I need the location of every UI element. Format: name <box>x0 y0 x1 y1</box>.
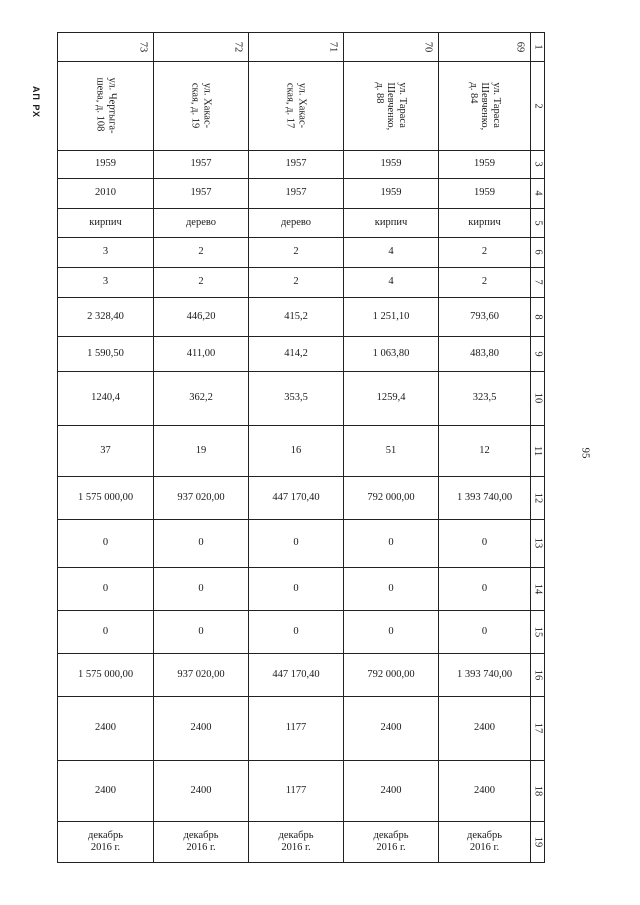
table-cell <box>439 179 531 209</box>
table-cell <box>249 298 344 337</box>
record-number: 73 <box>136 41 148 53</box>
cell-value: кирпич <box>89 216 122 228</box>
cell-value: 0 <box>198 582 204 594</box>
table-cell <box>154 209 249 238</box>
table-row <box>58 298 545 337</box>
column-number-cell <box>531 611 545 654</box>
table-cell <box>154 33 249 62</box>
table-cell <box>154 654 249 697</box>
cell-value: декабрь 2016 г. <box>467 829 502 853</box>
record-number: 71 <box>326 41 338 53</box>
table-cell <box>249 372 344 426</box>
cell-value: 0 <box>102 537 109 549</box>
table-cell <box>344 151 439 179</box>
table-cell <box>439 337 531 372</box>
table-cell <box>249 761 344 822</box>
cell-value: 0 <box>388 582 394 594</box>
cell-value: 1957 <box>285 158 307 170</box>
cell-value: 1957 <box>190 158 212 170</box>
cell-value: 2400 <box>95 722 116 734</box>
cell-value: 2400 <box>190 722 212 734</box>
column-number: 15 <box>532 626 544 638</box>
table-cell <box>58 298 154 337</box>
table-row <box>58 697 545 761</box>
cell-value: 1 393 740,00 <box>456 668 513 680</box>
column-number-cell <box>531 33 545 62</box>
table-cell <box>439 33 531 62</box>
cell-value: 0 <box>293 537 299 549</box>
table-cell <box>344 697 439 761</box>
cell-value: 2 <box>293 276 299 288</box>
cell-value: 1259,4 <box>376 392 406 404</box>
column-number-cell <box>531 238 545 268</box>
table-cell <box>439 822 531 863</box>
table-cell <box>58 697 154 761</box>
cell-value: дерево <box>185 216 217 228</box>
cell-value: 2400 <box>380 722 402 734</box>
cell-value: 447 170,40 <box>272 668 320 680</box>
cell-value: 19 <box>195 444 207 456</box>
archive-side-mark: АП РХ <box>31 85 42 119</box>
column-number: 6 <box>532 249 544 256</box>
table-row <box>58 33 545 62</box>
cell-value: 12 <box>479 444 490 456</box>
table-row <box>58 477 545 520</box>
table-cell <box>439 426 531 477</box>
table-cell <box>249 33 344 62</box>
cell-value: декабрь 2016 г. <box>373 829 409 853</box>
column-number-cell <box>531 822 545 863</box>
cell-value: 2400 <box>190 784 212 796</box>
table-row <box>58 761 545 822</box>
cell-value: 0 <box>293 625 299 637</box>
cell-value: 483,80 <box>470 347 499 359</box>
table-cell <box>249 822 344 863</box>
table-row <box>58 179 545 209</box>
column-number: 8 <box>532 314 544 320</box>
cell-value: декабрь 2016 г. <box>183 829 219 853</box>
column-number-cell <box>531 372 545 426</box>
table-cell <box>154 761 249 822</box>
cell-value: 0 <box>481 582 488 594</box>
table-cell <box>439 62 531 151</box>
housing-register-table <box>57 32 545 863</box>
address-text: ул. Чертыга- шева, д. 108 <box>94 78 118 134</box>
column-number: 10 <box>532 393 544 404</box>
table-row <box>58 209 545 238</box>
table-row <box>58 568 545 611</box>
column-number: 7 <box>532 279 544 286</box>
column-number: 19 <box>532 836 544 848</box>
cell-value: 1177 <box>285 722 307 734</box>
table-cell <box>249 268 344 298</box>
table-cell <box>344 62 439 151</box>
cell-value: декабрь 2016 г. <box>88 829 123 853</box>
table-cell <box>58 179 154 209</box>
table-row <box>58 426 545 477</box>
cell-value: 1 590,50 <box>87 347 124 359</box>
column-number: 9 <box>532 351 544 357</box>
record-number: 69 <box>513 41 525 53</box>
table-cell <box>154 520 249 568</box>
table-cell <box>249 337 344 372</box>
cell-value: 1959 <box>95 158 116 170</box>
cell-value: 792 000,00 <box>367 491 415 503</box>
cell-value: 1959 <box>474 187 495 199</box>
table-cell <box>439 761 531 822</box>
column-number-cell <box>531 426 545 477</box>
table-cell <box>344 238 439 268</box>
cell-value: кирпич <box>374 216 408 228</box>
table-cell <box>344 337 439 372</box>
table-cell <box>249 697 344 761</box>
table-cell <box>154 298 249 337</box>
cell-value: 1 575 000,00 <box>77 491 134 503</box>
column-number: 11 <box>532 445 544 457</box>
cell-value: 3 <box>102 246 109 258</box>
table-cell <box>249 426 344 477</box>
cell-value: 4 <box>388 246 394 258</box>
table-cell <box>154 337 249 372</box>
cell-value: 16 <box>290 444 302 456</box>
cell-value: 2400 <box>95 784 116 796</box>
table-cell <box>344 33 439 62</box>
column-number-cell <box>531 151 545 179</box>
table-cell <box>439 568 531 611</box>
table-cell <box>58 372 154 426</box>
cell-value: 0 <box>102 625 109 637</box>
cell-value: 0 <box>198 625 204 637</box>
table-cell <box>58 337 154 372</box>
column-number: 13 <box>532 538 544 549</box>
column-number: 1 <box>532 44 544 50</box>
table-cell <box>439 372 531 426</box>
table-cell <box>154 822 249 863</box>
cell-value: 2 <box>481 276 488 288</box>
table-cell <box>58 761 154 822</box>
cell-value: 1 393 740,00 <box>456 491 513 503</box>
table-row <box>58 654 545 697</box>
page-number: 95 <box>579 447 592 459</box>
table-cell <box>439 611 531 654</box>
table-row <box>58 238 545 268</box>
record-number: 72 <box>231 41 243 53</box>
column-number-cell <box>531 268 545 298</box>
column-number: 2 <box>532 103 544 109</box>
cell-value: 0 <box>102 582 109 594</box>
table-row <box>58 372 545 426</box>
cell-value: 323,5 <box>472 392 497 404</box>
table-cell <box>154 426 249 477</box>
cell-value: 1959 <box>474 158 495 170</box>
table-cell <box>249 62 344 151</box>
column-number-cell <box>531 520 545 568</box>
table-cell <box>439 238 531 268</box>
cell-value: кирпич <box>468 216 501 228</box>
table-cell <box>344 822 439 863</box>
cell-value: 3 <box>102 276 109 288</box>
cell-value: 0 <box>481 537 488 549</box>
cell-value: 1 251,10 <box>372 310 410 322</box>
table-cell <box>58 426 154 477</box>
table-cell <box>154 477 249 520</box>
cell-value: 414,2 <box>284 347 308 359</box>
table-cell <box>58 822 154 863</box>
table-cell <box>344 477 439 520</box>
column-number: 18 <box>532 785 544 797</box>
table-cell <box>344 179 439 209</box>
table-cell <box>154 372 249 426</box>
cell-value: 0 <box>388 625 394 637</box>
cell-value: 937 020,00 <box>177 491 225 503</box>
cell-value: 1 063,80 <box>372 347 410 359</box>
column-number: 5 <box>532 220 544 226</box>
table-cell <box>249 611 344 654</box>
table-cell <box>58 62 154 151</box>
table-cell <box>439 298 531 337</box>
cell-value: 1177 <box>285 784 307 796</box>
table-cell <box>249 568 344 611</box>
address-text: ул. Хакас- ская, д. 19 <box>190 83 213 129</box>
address-text: ул. Хакас- ская, д. 17 <box>285 83 308 129</box>
table-cell <box>344 268 439 298</box>
column-number-cell <box>531 337 545 372</box>
table-cell <box>58 654 154 697</box>
table-cell <box>154 238 249 268</box>
cell-value: 0 <box>198 537 204 549</box>
cell-value: 2 328,40 <box>87 310 124 322</box>
cell-value: 2400 <box>474 722 495 734</box>
cell-value: 937 020,00 <box>177 668 225 680</box>
column-number-cell <box>531 477 545 520</box>
table-cell <box>344 520 439 568</box>
table-cell <box>154 179 249 209</box>
cell-value: 793,60 <box>470 310 499 322</box>
table-cell <box>154 151 249 179</box>
table-cell <box>344 298 439 337</box>
table-cell <box>439 209 531 238</box>
cell-value: 447 170,40 <box>272 491 320 503</box>
table-cell <box>58 520 154 568</box>
column-number: 12 <box>532 492 544 504</box>
table-cell <box>154 268 249 298</box>
table-cell <box>154 62 249 151</box>
table-row <box>58 611 545 654</box>
column-number: 3 <box>532 161 544 168</box>
table-cell <box>58 268 154 298</box>
column-number-cell <box>531 209 545 238</box>
cell-value: 2 <box>481 246 488 258</box>
cell-value: 1959 <box>380 187 402 199</box>
cell-value: 2400 <box>474 784 495 796</box>
cell-value: 2 <box>293 246 299 258</box>
table-cell <box>249 654 344 697</box>
table-cell <box>58 477 154 520</box>
address-text: ул. Тараса Шевченко, д. 88 <box>374 82 409 130</box>
cell-value: 0 <box>388 537 394 549</box>
table-row <box>58 822 545 863</box>
column-number: 17 <box>532 723 544 734</box>
column-number: 16 <box>532 669 544 681</box>
column-number-cell <box>531 697 545 761</box>
cell-value: 0 <box>481 625 488 637</box>
table-cell <box>58 611 154 654</box>
table-row <box>58 337 545 372</box>
cell-value: 1957 <box>190 187 212 199</box>
cell-value: 2 <box>198 276 204 288</box>
table-cell <box>439 268 531 298</box>
column-number: 4 <box>532 190 544 197</box>
cell-value: 792 000,00 <box>367 668 415 680</box>
cell-value: 446,20 <box>186 310 216 322</box>
table-row <box>58 62 545 151</box>
table-cell <box>249 209 344 238</box>
cell-value: 1 575 000,00 <box>77 668 134 680</box>
column-number: 14 <box>532 583 544 595</box>
table-row <box>58 520 545 568</box>
cell-value: 1240,4 <box>91 392 120 404</box>
table-cell <box>344 372 439 426</box>
table-cell <box>58 151 154 179</box>
column-number-cell <box>531 568 545 611</box>
cell-value: 2010 <box>95 187 116 199</box>
cell-value: 1959 <box>380 158 402 170</box>
cell-value: 1957 <box>285 187 307 199</box>
table-cell <box>439 697 531 761</box>
table-cell <box>344 654 439 697</box>
address-text: ул. Тараса Шевченко, д. 84 <box>467 82 502 130</box>
table-cell <box>249 238 344 268</box>
column-number-cell <box>531 654 545 697</box>
cell-value: 51 <box>385 444 397 456</box>
table-cell <box>154 697 249 761</box>
cell-value: 2 <box>198 246 204 258</box>
table-cell <box>439 520 531 568</box>
cell-value: 362,2 <box>189 392 213 404</box>
table-cell <box>58 238 154 268</box>
table-cell <box>58 209 154 238</box>
column-number-cell <box>531 298 545 337</box>
table-cell <box>58 568 154 611</box>
table-cell <box>344 426 439 477</box>
table-cell <box>249 477 344 520</box>
cell-value: декабрь 2016 г. <box>278 829 314 853</box>
cell-value: 353,5 <box>284 392 308 404</box>
table-cell <box>249 179 344 209</box>
table-cell <box>344 568 439 611</box>
column-number-cell <box>531 179 545 209</box>
cell-value: 0 <box>293 582 299 594</box>
table-cell <box>439 477 531 520</box>
table-row <box>58 268 545 298</box>
table-cell <box>154 611 249 654</box>
cell-value: 4 <box>388 276 394 288</box>
table-row <box>58 151 545 179</box>
table-cell <box>344 209 439 238</box>
table-cell <box>249 151 344 179</box>
cell-value: дерево <box>280 216 312 228</box>
column-number-cell <box>531 761 545 822</box>
cell-value: 37 <box>100 444 111 456</box>
record-number: 70 <box>421 41 433 53</box>
table-cell <box>439 151 531 179</box>
table-cell <box>249 520 344 568</box>
table-cell <box>344 611 439 654</box>
cell-value: 415,2 <box>284 310 308 322</box>
table-cell <box>439 654 531 697</box>
table-cell <box>344 761 439 822</box>
cell-value: 411,00 <box>186 347 216 359</box>
cell-value: 2400 <box>380 784 402 796</box>
table-cell <box>154 568 249 611</box>
table-cell <box>58 33 154 62</box>
column-number-cell <box>531 62 545 151</box>
